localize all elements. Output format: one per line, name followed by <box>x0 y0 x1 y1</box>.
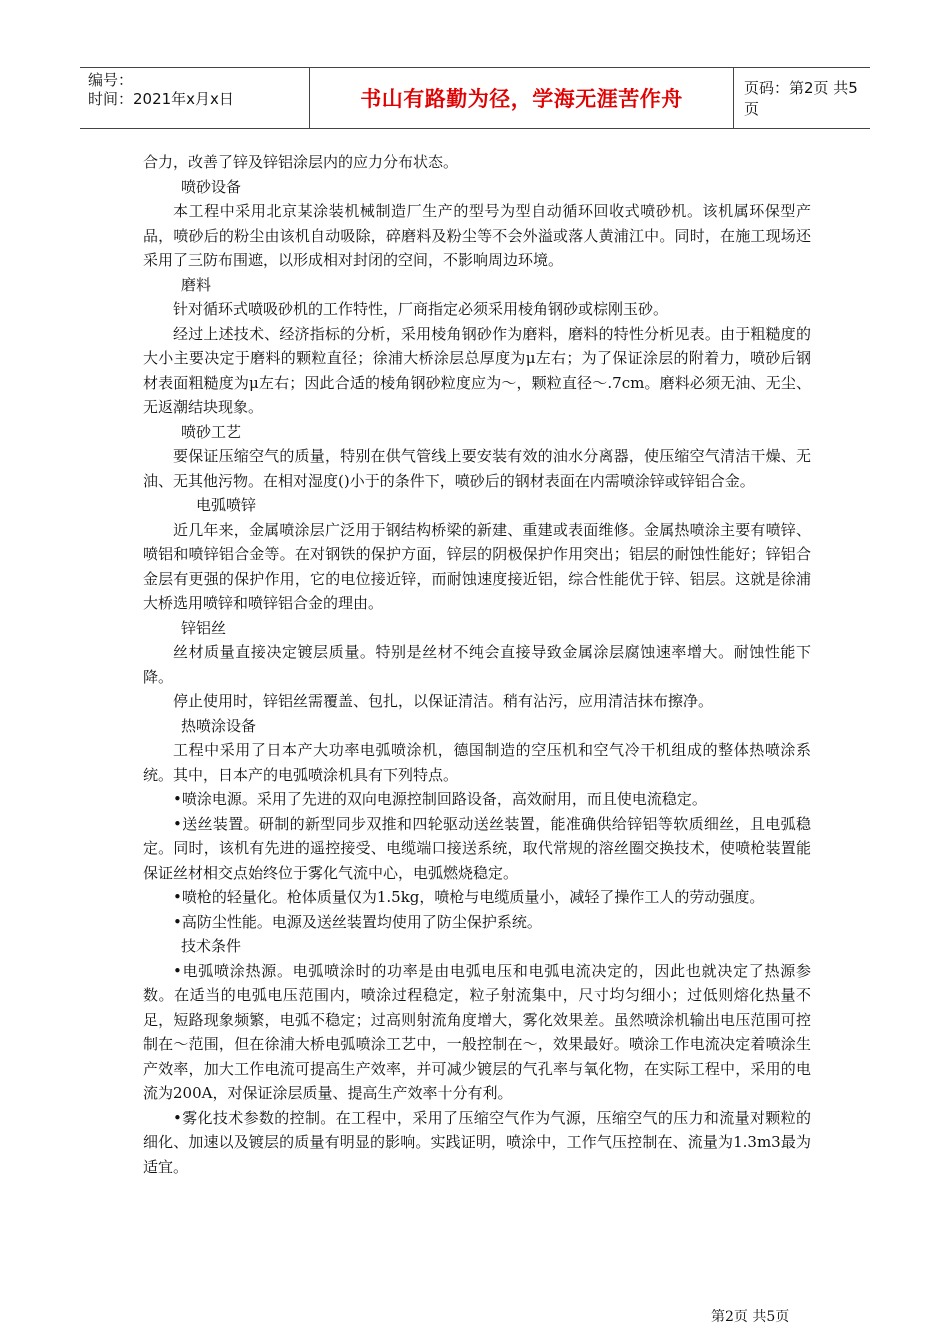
body-paragraph: •高防尘性能。电源及送丝装置均使用了防尘保护系统。 <box>173 912 542 931</box>
header-page-label: 页码：第2页 共5页 <box>744 79 858 118</box>
body-paragraph: 停止使用时，锌铝丝需覆盖、包扎，以保证清洁。稍有沾污，应用清洁抹布擦净。 <box>173 692 714 710</box>
header-motto-cell <box>310 68 734 128</box>
body-paragraph: 本工程中采用北京某涂装机械制造厂生产的型号为型自动循环回收式喷砂机。该机属环保型产品，喷砂后的粉尘由该机自动吸除，碎磨料及粉尘等不会外溢或落人黄浦江中。同时，在施工现场还采用了三防布围遮，以形成相对封闭的空间，不影响周边环境。 <box>143 202 811 269</box>
body-paragraph: 合力，改善了锌及锌铝涂层内的应力分布状态。 <box>143 153 459 171</box>
body-paragraph: 近几年来，金属喷涂层广泛用于钢结构桥梁的新建、重建或表面维修。金属热喷涂主要有喷锌、喷铝和喷锌铝合金等。在对钢铁的保护方面，锌层的阴极保护作用突出；铝层的耐蚀性能好；锌铝合金层有更强的保护作用，它的电位接近锌，而耐蚀速度接近铝，综合性能优于锌、铝层。这就是徐浦大桥选用喷锌和喷锌铝合金的理由。 <box>143 520 811 612</box>
body-paragraph: 丝材质量直接决定镀层质量。特别是丝材不纯会直接导致金属涂层腐蚀速率增大。耐蚀性能下降。 <box>143 643 811 686</box>
body-paragraph: 要保证压缩空气的质量，特别在供气管线上要安装有效的油水分离器，使压缩空气清洁干燥、无油、无其他污物。在相对湿度()小于的条件下，喷砂后的钢材表面在内需喷涂锌或锌铝合金。 <box>143 447 811 490</box>
body-paragraph: •喷涂电源。采用了先进的双向电源控制回路设备，高效耐用，而且使电流稳定。 <box>173 790 707 808</box>
section-heading: 热喷涂设备 <box>181 716 257 735</box>
section-heading: 喷砂设备 <box>181 177 242 196</box>
section-heading: 技术条件 <box>181 937 242 955</box>
header-page-cell <box>734 68 870 128</box>
section-heading: 锌铝丝 <box>181 618 227 637</box>
header-meta <box>80 68 310 128</box>
body-paragraph: 经过上述技术、经济指标的分析，采用棱角钢砂作为磨料，磨料的特性分析见表。由于粗糙度的大小主要决定于磨料的颗粒直径；徐浦大桥涂层总厚度为μ左右；为了保证涂层的附着力，喷砂后钢材表面粗糙度为μ左右；因此合适的棱角钢砂粒度应为～，颗粒直径～.7cm。磨料必须无油、无尘、无返潮结块现象。 <box>143 324 811 416</box>
section-heading: 电弧喷锌 <box>196 496 257 514</box>
document-body <box>143 150 811 1179</box>
body-paragraph: •送丝装置。研制的新型同步双推和四轮驱动送丝装置，能准确供给锌铝等软质细丝，且电弧稳定。同时，该机有先进的遥控接受、电缆端口接送系统，取代常规的溶丝圈交换技术，使喷枪装置能保证丝材相交点始终位于雾化气流中心，电弧燃烧稳定。 <box>143 814 811 882</box>
body-paragraph: 工程中采用了日本产大功率电弧喷涂机，德国制造的空压机和空气冷干机组成的整体热喷涂系统。其中，日本产的电弧喷涂机具有下列特点。 <box>143 741 811 784</box>
page-header <box>80 67 870 129</box>
doc-number-label: 编号： <box>88 71 134 89</box>
body-paragraph: 针对循环式喷吸砂机的工作特性，厂商指定必须采用棱角钢砂或棕刚玉砂。 <box>173 300 669 318</box>
body-paragraph: •雾化技术参数的控制。在工程中，采用了压缩空气作为气源，压缩空气的压力和流量对颗粒的细化、加速以及镀层的质量有明显的影响。实践证明，喷涂中，工作气压控制在、流量为1.3m3最为适宜。 <box>143 1108 811 1176</box>
header-motto: 书山有路勤为径，学海无涯苦作舟 <box>360 87 683 111</box>
footer-page-number: 第2页 共5页 <box>711 1309 790 1325</box>
section-heading: 磨料 <box>181 275 212 294</box>
body-paragraph: •喷枪的轻量化。枪体质量仅为1.5kg，喷枪与电缆质量小，减轻了操作工人的劳动强度。 <box>173 888 765 906</box>
page-footer <box>711 1306 789 1326</box>
body-paragraph: •电弧喷涂热源。电弧喷涂时的功率是由电弧电压和电弧电流决定的，因此也就决定了热源参数。在适当的电弧电压范围内，喷涂过程稳定，粒子射流集中，尺寸均匀细小；过低则熔化热量不足，短路现象频繁，电弧不稳定；过高则射流角度增大，雾化效果差。虽然喷涂机输出电压范围可控制在～范围，但在徐浦大桥电弧喷涂工艺中，一般控制在～，效果最好。喷涂工作电流决定着喷涂生产效率，加大工作电流可提高生产效率，并可减少镀层的气孔率与氧化物，在实际工程中，采用的电流为200A，对保证涂层质量、提高生产效率十分有利。 <box>143 961 811 1102</box>
doc-time-label: 时间：2021年x月x日 <box>88 90 234 108</box>
section-heading: 喷砂工艺 <box>181 422 242 441</box>
